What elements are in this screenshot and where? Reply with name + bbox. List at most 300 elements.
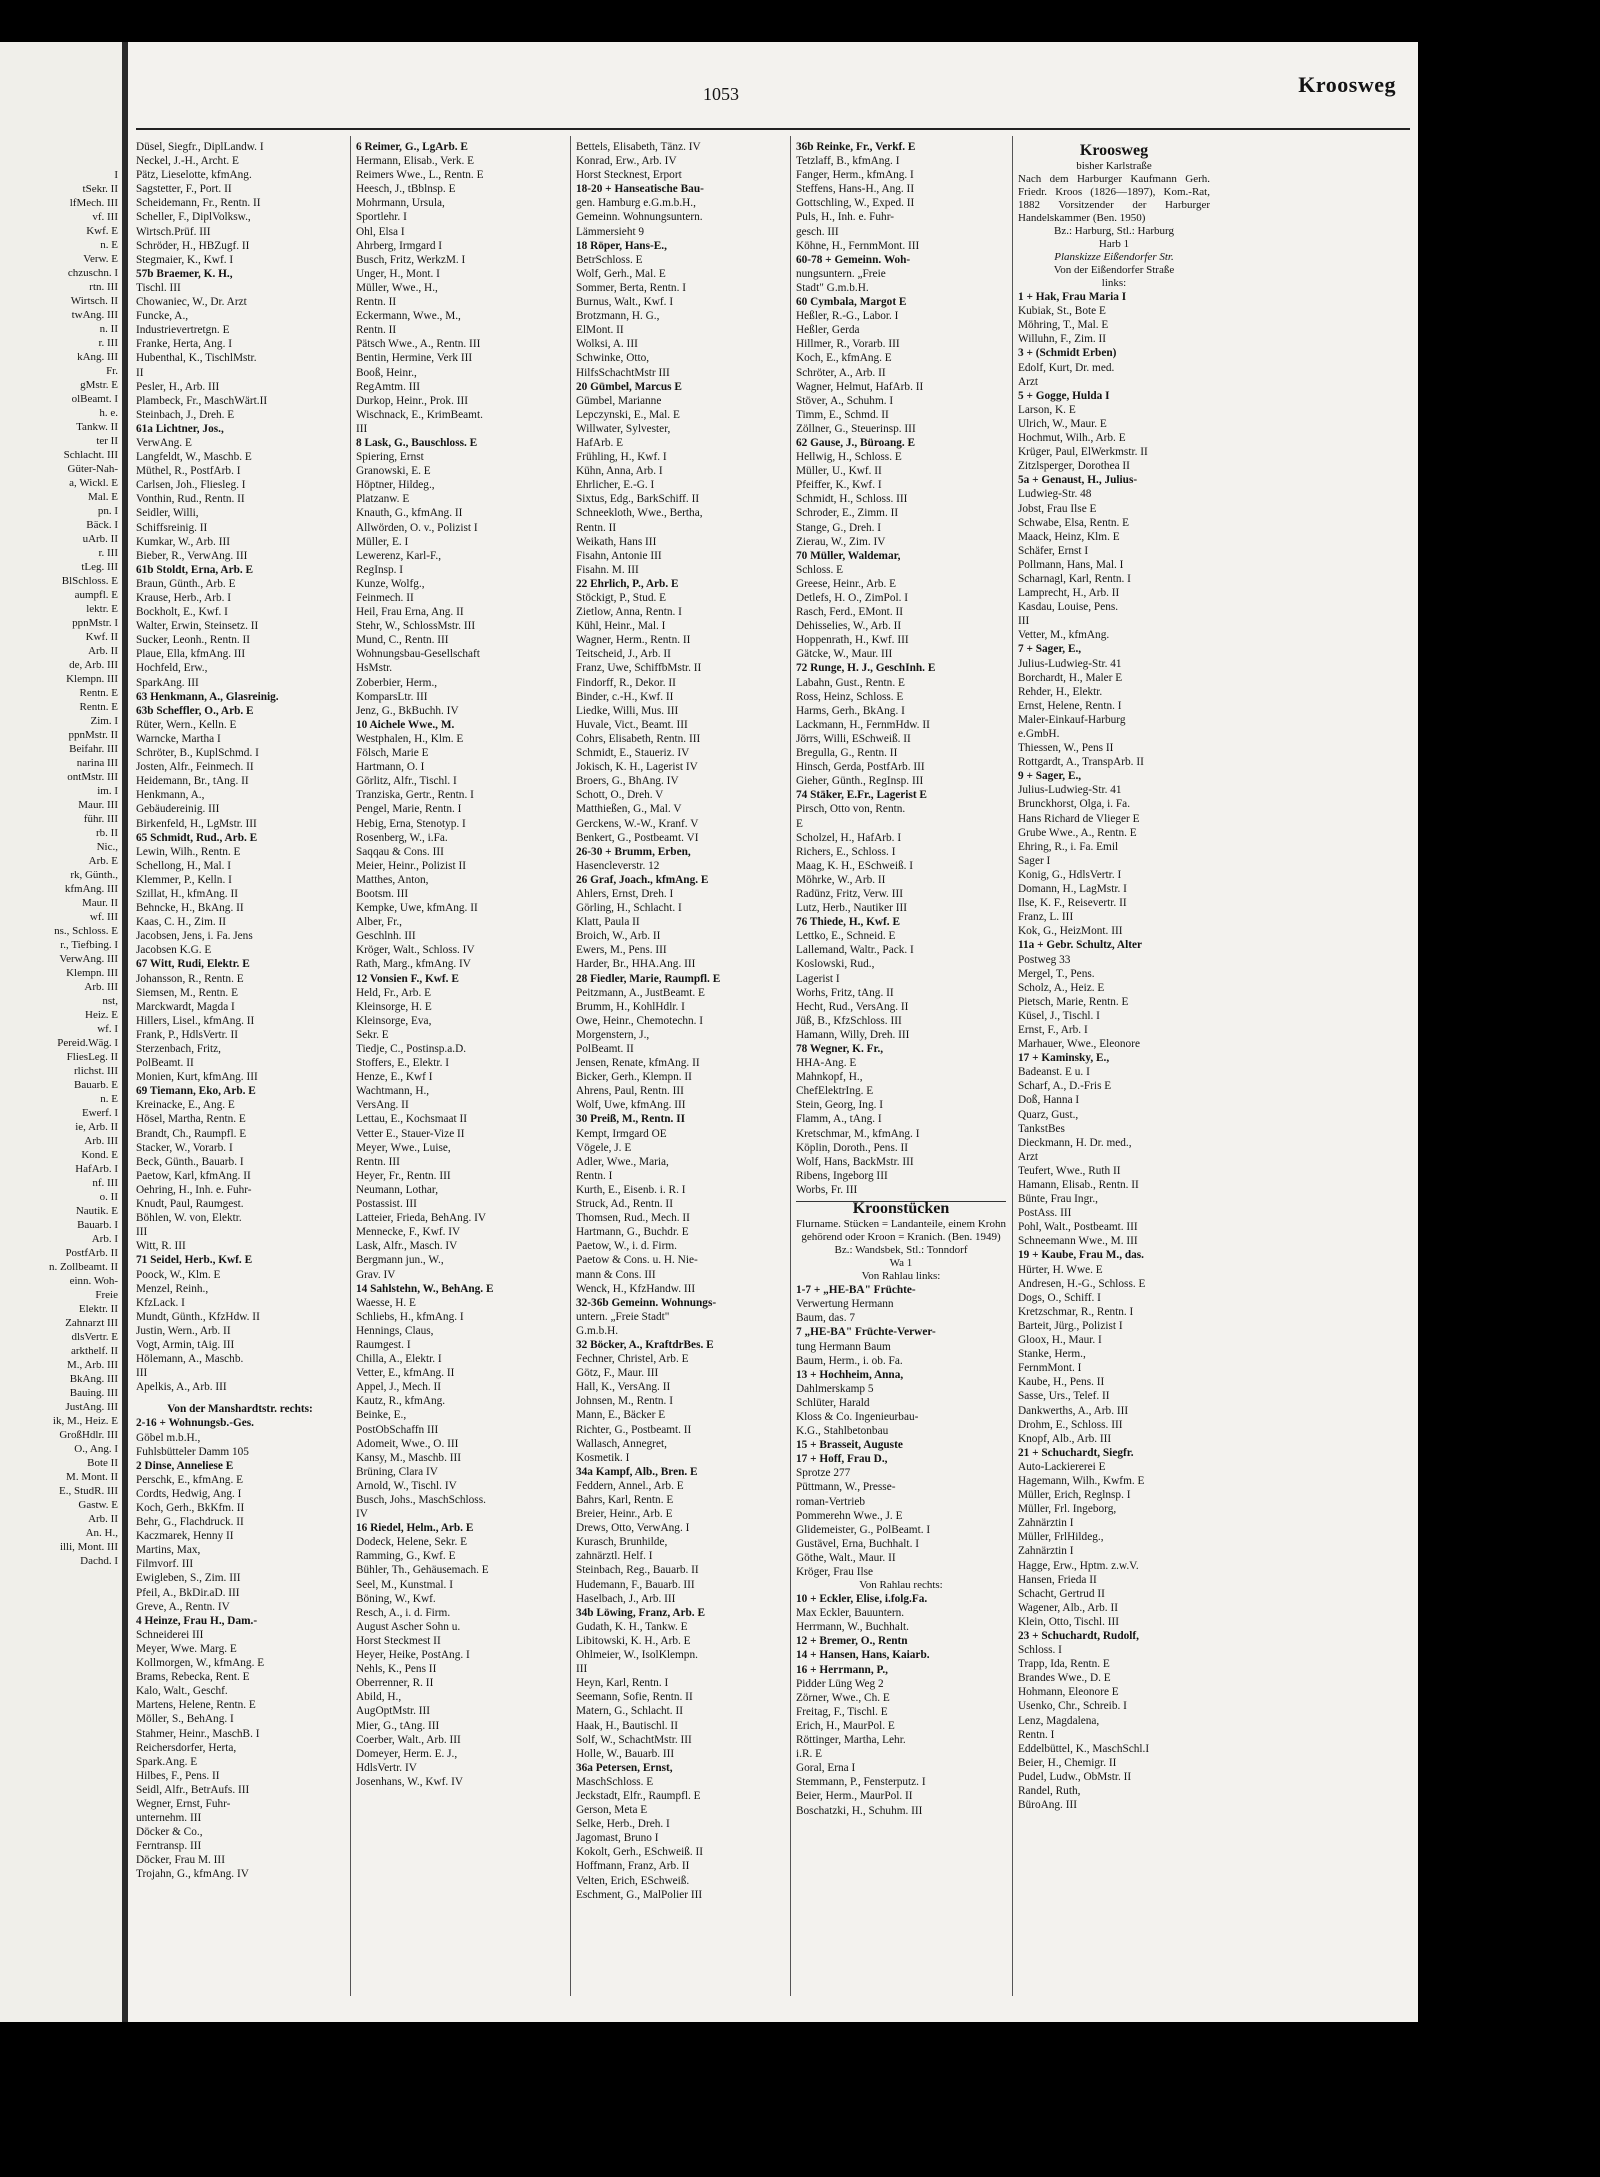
directory-entry: Sucker, Leonh., Rentn. II bbox=[136, 634, 251, 647]
directory-entry: Heßler, R.-G., Labor. I bbox=[796, 310, 899, 323]
directory-entry: Willwater, Sylvester, bbox=[576, 422, 671, 435]
directory-entry: Matern, G., Schlacht. II bbox=[576, 1705, 683, 1718]
directory-entry: 2 Dinse, Anneliese E bbox=[136, 1459, 234, 1472]
previous-page-line: BlSchloss. E bbox=[61, 575, 118, 587]
previous-page-line: Maur. II bbox=[81, 897, 118, 909]
directory-entry: Hagge, Erw., Hptm. z.w.V. bbox=[1018, 1559, 1139, 1572]
directory-entry: Heidemann, Br., tAng. II bbox=[136, 775, 249, 788]
directory-entry: Neumann, Lothar, bbox=[356, 1183, 439, 1196]
previous-page-line: Ewerf. I bbox=[81, 1107, 118, 1119]
directory-entry: Freitag, F., Tischl. E bbox=[796, 1705, 888, 1718]
directory-entry: Rentn. I bbox=[1018, 1728, 1055, 1741]
directory-entry: Burnus, Walt., Kwf. I bbox=[576, 296, 674, 309]
directory-entry: Saqqau & Cons. III bbox=[356, 845, 444, 858]
previous-page-line: Arb. III bbox=[84, 981, 118, 993]
directory-entry: Lettau, E., Kochsmaat II bbox=[356, 1113, 468, 1126]
directory-entry: Schloss. I bbox=[1018, 1644, 1062, 1657]
directory-entry: Julius-Ludwieg-Str. 41 bbox=[1018, 657, 1122, 670]
directory-entry: Kumkar, W., Arb. III bbox=[136, 535, 230, 548]
directory-entry: Stanke, Herm., bbox=[1018, 1348, 1086, 1361]
column-divider bbox=[350, 136, 351, 1996]
directory-entry: Gottschling, W., Exped. II bbox=[796, 197, 915, 210]
directory-entry: Scheller, F., DiplVolksw., bbox=[136, 211, 251, 224]
directory-entry: 16 Riedel, Helm., Arb. E bbox=[356, 1522, 474, 1535]
previous-page-line: Klempn. III bbox=[66, 967, 118, 979]
directory-entry: Scholzel, H., HafArb. I bbox=[796, 831, 902, 844]
directory-entry: HHA-Ang. E bbox=[796, 1057, 857, 1070]
directory-entry: Behr, G., Flachdruck. II bbox=[136, 1516, 244, 1529]
directory-entry: Reichersdorfer, Herta, bbox=[136, 1741, 237, 1754]
directory-entry: Fisahn. M. III bbox=[576, 563, 639, 576]
directory-entry: Baum, Herm., i. ob. Fa. bbox=[796, 1354, 903, 1367]
directory-entry: Funcke, A., bbox=[136, 310, 189, 323]
directory-entry: Brumm, H., KohlHdlr. I bbox=[576, 1000, 685, 1013]
directory-entry: unternehm. III bbox=[136, 1812, 202, 1825]
district-line: Bz.: Wandsbek, Stl.: Tonndorf bbox=[834, 1244, 968, 1257]
directory-entry: Kollmorgen, W., kfmAng. E bbox=[136, 1657, 265, 1670]
directory-entry: Hartmann, O. I bbox=[356, 761, 425, 774]
directory-entry: Jacobsen K.G. E bbox=[136, 944, 212, 957]
directory-entry: 5a + Genaust, H., Julius- bbox=[1018, 474, 1138, 487]
directory-entry: Hochmut, Wilh., Arb. E bbox=[1018, 432, 1126, 445]
directory-entry: Arzt bbox=[1018, 1150, 1039, 1163]
directory-entry: Wallasch, Annegret, bbox=[576, 1437, 668, 1450]
directory-entry: Hürter, H. Wwe. E bbox=[1018, 1263, 1103, 1276]
directory-entry: 76 Thiede, H., Kwf. E bbox=[796, 916, 900, 929]
directory-entry: Jagomast, Bruno I bbox=[576, 1832, 659, 1845]
directory-entry: Ribens, Ingeborg III bbox=[796, 1169, 888, 1182]
directory-entry: Tischl. III bbox=[136, 281, 181, 294]
directory-entry: Matthes, Anton, bbox=[356, 873, 429, 886]
directory-entry: Heyer, Fr., Rentn. III bbox=[356, 1169, 451, 1182]
directory-entry: Paetow, Karl, kfmAng. II bbox=[136, 1169, 251, 1182]
directory-entry: 61a Lichtner, Jos., bbox=[136, 422, 224, 435]
directory-entry: 57b Braemer, K. H., bbox=[136, 267, 233, 280]
directory-entry: Herrmann, W., Buchhalt. bbox=[796, 1621, 909, 1634]
directory-entry: Detlefs, H. O., ZimPol. I bbox=[796, 592, 909, 604]
directory-entry: TankstBes bbox=[1018, 1122, 1065, 1135]
directory-entry: Josenhans, W., Kwf. IV bbox=[356, 1775, 464, 1788]
directory-entry: 71 Seidel, Herb., Kwf. E bbox=[136, 1254, 253, 1267]
directory-entry: KfzLack. I bbox=[136, 1296, 185, 1309]
directory-entry: Kröger, Walt., Schloss. IV bbox=[356, 944, 475, 957]
directory-entry: Ferntransp. III bbox=[136, 1840, 202, 1853]
directory-entry: Velten, Erich, ESchweiß. bbox=[576, 1874, 690, 1887]
directory-entry: Erich, H., MaurPol. E bbox=[796, 1719, 895, 1732]
directory-entry: Arzt bbox=[1018, 375, 1039, 388]
directory-entry: E bbox=[796, 817, 803, 830]
directory-entry: Oehring, H., Inh. e. Fuhr- bbox=[136, 1183, 252, 1196]
directory-entry: Gümbel, Marianne bbox=[576, 394, 662, 407]
previous-page-line: dlsVertr. E bbox=[71, 1331, 118, 1343]
directory-entry: Konrad, Erw., Arb. IV bbox=[576, 155, 677, 168]
directory-entry: Schmidt, H., Schloss. III bbox=[796, 493, 908, 506]
directory-entry: Drohm, E., Schloss. III bbox=[1018, 1418, 1123, 1431]
directory-entry: Hagemann, Wilh., Kwfm. E bbox=[1018, 1474, 1145, 1487]
previous-page-line: Rentn. E bbox=[79, 687, 118, 699]
directory-entry: 14 + Hansen, Hans, Kaiarb. bbox=[796, 1649, 930, 1662]
directory-entry: Kröger, Frau Ilse bbox=[796, 1566, 874, 1578]
directory-entry: Haak, H., Bautischl. II bbox=[576, 1719, 678, 1732]
directory-entry: Bünte, Frau Ingr., bbox=[1018, 1193, 1099, 1206]
directory-entry: Klemmer, P., Kelln. I bbox=[136, 873, 232, 886]
directory-entry: II bbox=[136, 366, 144, 379]
directory-entry: gen. Hamburg e.G.m.b.H., bbox=[576, 197, 696, 210]
directory-entry: Kaube, H., Pens. II bbox=[1018, 1376, 1105, 1389]
directory-entry: III bbox=[136, 1226, 148, 1239]
directory-entry: III bbox=[356, 422, 368, 435]
directory-entry: mann & Cons. III bbox=[576, 1268, 656, 1281]
column-2 bbox=[356, 140, 564, 2000]
directory-entry: Pesler, H., Arb. III bbox=[136, 380, 220, 393]
directory-entry: Lewin, Wilh., Rentn. E bbox=[136, 845, 241, 858]
directory-entry: 1 + Hak, Frau Maria I bbox=[1018, 291, 1127, 304]
directory-entry: 16 + Herrmann, P., bbox=[796, 1663, 888, 1676]
directory-entry: Henkmann, A., bbox=[136, 789, 205, 802]
directory-entry: Hillmer, R., Vorarb. III bbox=[796, 338, 900, 351]
directory-entry: Gudath, K. H., Tankw. E bbox=[576, 1620, 688, 1633]
previous-page-line: Beifahr. III bbox=[69, 743, 118, 755]
directory-entry: Abild, H., bbox=[356, 1691, 402, 1704]
directory-entry: Fechner, Christel, Arb. E bbox=[576, 1353, 689, 1366]
directory-entry: Horst Stecknest, Erport bbox=[576, 169, 682, 182]
directory-entry: 70 Müller, Waldemar, bbox=[796, 549, 901, 562]
directory-entry: Hösel, Martha, Rentn. E bbox=[136, 1113, 246, 1126]
previous-page-line: Schlacht. III bbox=[63, 449, 118, 461]
directory-entry: Rüter, Wern., Kelln. E bbox=[136, 718, 237, 731]
directory-entry: Mundt, Günth., KfzHdw. II bbox=[136, 1310, 260, 1323]
directory-entry: Hansen, Frieda II bbox=[1018, 1573, 1097, 1586]
directory-entry: Kurth, E., Eisenb. i. R. I bbox=[576, 1183, 686, 1196]
directory-entry: Schloss. E bbox=[796, 563, 844, 576]
directory-entry: Grube Wwe., A., Rentn. E bbox=[1018, 826, 1137, 839]
directory-entry: Kempke, Uwe, kfmAng. II bbox=[356, 902, 478, 915]
directory-entry: Waesse, H. E bbox=[356, 1296, 416, 1309]
directory-entry: Morgenstern, J., bbox=[576, 1028, 650, 1041]
directory-entry: Selke, Herb., Dreh. I bbox=[576, 1818, 670, 1831]
directory-entry: Hoppenrath, H., Kwf. III bbox=[796, 634, 909, 647]
previous-page-line: wf. I bbox=[97, 1023, 118, 1035]
directory-entry: Spiering, Ernst bbox=[356, 451, 424, 464]
directory-entry: Pudel, Ludw., ObMstr. II bbox=[1018, 1770, 1132, 1783]
directory-entry: Allwörden, O. v., Polizist I bbox=[356, 521, 478, 534]
directory-entry: 13 + Hochheim, Anna, bbox=[796, 1368, 904, 1381]
directory-entry: Postweg 33 bbox=[1018, 953, 1071, 966]
directory-entry: Dehisselies, W., Arb. II bbox=[796, 620, 902, 633]
directory-entry: Sixtus, Edg., BarkSchiff. II bbox=[576, 493, 700, 506]
previous-page-line: PostfArb. II bbox=[65, 1247, 118, 1259]
directory-entry: Siemsen, M., Rentn. E bbox=[136, 986, 238, 999]
directory-entry: Sommer, Berta, Rentn. I bbox=[576, 281, 686, 294]
directory-entry: 6 Reimer, G., LgArb. E bbox=[356, 141, 468, 153]
directory-entry: Beck, Günth., Bauarb. I bbox=[136, 1155, 244, 1168]
previous-page-line: chzuschn. I bbox=[67, 267, 118, 279]
directory-entry: 67 Witt, Rudi, Elektr. E bbox=[136, 958, 250, 971]
directory-entry: Sterzenbach, Fritz, bbox=[136, 1043, 222, 1055]
directory-entry: Binder, c.-H., Kwf. II bbox=[576, 690, 674, 703]
directory-entry: Stegmaier, K., Kwf. I bbox=[136, 253, 234, 266]
previous-page-line: Rentn. E bbox=[79, 701, 118, 713]
directory-entry: Willuhn, F., Zim. II bbox=[1018, 333, 1107, 346]
previous-page-line: BkAng. III bbox=[69, 1373, 118, 1385]
directory-entry: Knauth, G., kfmAng. II bbox=[356, 507, 463, 520]
directory-entry: Jeckstadt, Elfr., Raumpfl. E bbox=[576, 1789, 701, 1802]
previous-page-line: lektr. E bbox=[86, 603, 118, 615]
directory-entry: Kaas, C. H., Zim. II bbox=[136, 916, 227, 929]
directory-entry: Struck, Ad., Rentn. II bbox=[576, 1198, 673, 1211]
directory-entry: Sasse, Urs., Telef. II bbox=[1018, 1390, 1110, 1403]
directory-entry: SparkAng. III bbox=[136, 676, 199, 689]
directory-entry: Ernst, F., Arb. I bbox=[1018, 1023, 1088, 1036]
directory-entry: 19 + Kaube, Frau M., das. bbox=[1018, 1249, 1145, 1262]
directory-entry: Gerckens, W.-W., Kranf. V bbox=[576, 817, 699, 830]
previous-page-line: Heiz. E bbox=[85, 1009, 118, 1021]
previous-page-line: An. H., bbox=[85, 1527, 118, 1539]
directory-entry: Rentn. II bbox=[356, 324, 397, 337]
directory-entry: Eckermann, Wwe., M., bbox=[356, 310, 461, 323]
directory-entry: Domeyer, Herm. E. J., bbox=[356, 1747, 458, 1760]
directory-entry: 26 Graf, Joach., kfmAng. E bbox=[576, 873, 709, 886]
directory-entry: Unger, H., Mont. I bbox=[356, 267, 440, 280]
directory-entry: Franke, Herta, Ang. I bbox=[136, 338, 232, 351]
plan-sketch-note: Planskizze Eißendorfer Str. bbox=[1054, 251, 1174, 264]
directory-entry: Rentn. I bbox=[576, 1169, 613, 1182]
directory-entry: Mergel, T., Pens. bbox=[1018, 967, 1095, 980]
directory-entry: Bettels, Elisabeth, Tänz. IV bbox=[576, 141, 701, 153]
directory-entry: Solf, W., SchachtMstr. III bbox=[576, 1733, 692, 1746]
directory-entry: Quarz, Gust., bbox=[1018, 1108, 1079, 1121]
directory-entry: Meyer, Wwe. Marg. E bbox=[136, 1642, 237, 1655]
directory-entry: Carlsen, Joh., Fliesleg. I bbox=[136, 479, 246, 492]
previous-page-line: rb. II bbox=[96, 827, 118, 839]
directory-entry: Breier, Heinr., Arb. E bbox=[576, 1508, 673, 1521]
directory-entry: Gemeinn. Wohnungsuntern. bbox=[576, 211, 703, 224]
street-note: Flurname. Stücken = Landanteile, einem Krohn gehörend oder Kroon = Kranich. (Ben. 1949) bbox=[796, 1218, 1006, 1244]
previous-page-line: illi, Mont. III bbox=[59, 1541, 118, 1553]
directory-entry: Bahrs, Karl, Rentn. E bbox=[576, 1494, 674, 1506]
directory-entry: Seel, M., Kunstmal. I bbox=[356, 1578, 453, 1591]
directory-entry: Steinbach, Reg., Bauarb. II bbox=[576, 1564, 699, 1577]
post-office: Wa 1 bbox=[889, 1257, 913, 1270]
directory-entry: Dankwerths, A., Arb. III bbox=[1018, 1404, 1129, 1417]
directory-entry: Müller, Wwe., H., bbox=[356, 281, 438, 294]
directory-entry: 69 Tiemann, Eko, Arb. E bbox=[136, 1085, 256, 1098]
previous-page-line: uArb. II bbox=[82, 533, 118, 545]
directory-entry: Libitowski, K. H., Arb. E bbox=[576, 1634, 691, 1647]
directory-entry: Möhring, T., Mal. E bbox=[1018, 319, 1109, 332]
previous-page-line: Zim. I bbox=[90, 715, 118, 727]
street-note: Nach dem Harburger Kaufmann Gerh. Friedr. Kroos (1826—1897), Kom.-Rat, 1882 Vorsitzender der Harburger Handelskammer (Ben. 1950) bbox=[1018, 173, 1210, 225]
directory-entry: Franz, Uwe, SchiffbMstr. II bbox=[576, 662, 702, 675]
directory-entry: Bicker, Gerh., Klempn. II bbox=[576, 1071, 692, 1084]
directory-entry: Schliebs, H., kfmAng. I bbox=[356, 1310, 464, 1323]
directory-entry: Randel, Ruth, bbox=[1018, 1785, 1081, 1798]
directory-entry: i.R. E bbox=[796, 1748, 823, 1761]
directory-entry: Kunze, Wolfg., bbox=[356, 577, 425, 590]
previous-page-line: Elektr. II bbox=[78, 1303, 118, 1315]
directory-entry: Thiessen, W., Pens II bbox=[1018, 742, 1114, 755]
directory-entry: RegAmtm. III bbox=[356, 380, 421, 393]
directory-entry: Lask, Alfr., Masch. IV bbox=[356, 1240, 458, 1253]
directory-entry: Hoffmann, Franz, Arb. II bbox=[576, 1860, 690, 1873]
directory-entry: III bbox=[576, 1663, 588, 1676]
directory-entry: Stahmer, Heinr., MaschB. I bbox=[136, 1727, 260, 1740]
previous-page-line: Bauing. III bbox=[69, 1387, 118, 1399]
directory-entry: Wolf, Gerh., Mal. E bbox=[576, 267, 666, 280]
directory-entry: Poock, W., Klm. E bbox=[136, 1268, 221, 1281]
directory-entry: G.m.b.H. bbox=[576, 1324, 619, 1337]
previous-page-line: de, Arb. III bbox=[69, 659, 118, 671]
directory-entry: Kautz, R., kfmAng. bbox=[356, 1395, 446, 1408]
scan-border bbox=[1418, 0, 1600, 2177]
directory-entry: Kretschmar, M., kfmAng. I bbox=[796, 1127, 920, 1140]
previous-page-line: Maur. III bbox=[78, 799, 118, 811]
directory-entry: Schwinke, Otto, bbox=[576, 352, 650, 365]
directory-entry: Kokolt, Gerh., ESchweiß. II bbox=[576, 1846, 704, 1859]
directory-entry: Chowaniec, W., Dr. Arzt bbox=[136, 296, 247, 309]
directory-entry: Seemann, Sofie, Rentn. II bbox=[576, 1691, 693, 1704]
directory-entry: Gätcke, W., Maur. III bbox=[796, 648, 893, 661]
directory-entry: Scharf, A., D.-Fris E bbox=[1018, 1080, 1112, 1093]
directory-entry: Martins, Max, bbox=[136, 1544, 201, 1557]
directory-entry: Schroder, E., Zimm. II bbox=[796, 507, 899, 520]
directory-entry: Peitzmann, A., JustBeamt. E bbox=[576, 986, 705, 999]
directory-entry: Findorff, R., Dekor. II bbox=[576, 676, 676, 689]
directory-entry: 12 + Bremer, O., Rentn bbox=[796, 1635, 908, 1648]
directory-entry: Vonthin, Rud., Rentn. II bbox=[136, 493, 245, 506]
previous-page-line: Bauarb. E bbox=[74, 1079, 118, 1091]
directory-entry: Beinke, E., bbox=[356, 1409, 407, 1422]
previous-page-line: Bauarb. I bbox=[77, 1219, 118, 1231]
directory-entry: Brams, Rebecka, Rent. E bbox=[136, 1671, 250, 1684]
directory-entry: Liedke, Willi, Mus. III bbox=[576, 704, 679, 717]
directory-entry: Schmidt, E., Staueriz. IV bbox=[576, 747, 690, 760]
previous-page-line: ie, Arb. II bbox=[75, 1121, 118, 1133]
directory-entry: Mennecke, F., Kwf. IV bbox=[356, 1226, 461, 1239]
directory-entry: Röttinger, Martha, Lehr. bbox=[796, 1734, 906, 1747]
directory-entry: Teitscheid, J., Arb. II bbox=[576, 648, 671, 661]
directory-entry: Pohl, Walt., Postbeamt. III bbox=[1018, 1221, 1138, 1234]
directory-entry: Maack, Heinz, Klm. E bbox=[1018, 530, 1120, 543]
directory-entry: Martens, Helene, Rentn. E bbox=[136, 1699, 256, 1712]
directory-entry: Wachtmann, H., bbox=[356, 1085, 430, 1098]
directory-entry: Maag, K. H., ESchweiß. I bbox=[796, 859, 914, 872]
directory-entry: Meyer, Wwe., Luise, bbox=[356, 1141, 451, 1154]
directory-entry: Postassist. III bbox=[356, 1198, 417, 1211]
directory-entry: Zahnärztin I bbox=[1018, 1545, 1074, 1558]
previous-page-line: r., Tiefbing. I bbox=[60, 939, 118, 951]
directory-entry: 20 Gümbel, Marcus E bbox=[576, 380, 682, 393]
directory-entry: Fisahn, Antonie III bbox=[576, 549, 662, 562]
directory-entry: Ewers, M., Pens. III bbox=[576, 944, 667, 957]
previous-page-line: Bote II bbox=[87, 1457, 118, 1469]
directory-entry: Böhlen, W. von, Elektr. bbox=[136, 1212, 242, 1225]
directory-entry: Jobst, Frau Ilse E bbox=[1018, 502, 1097, 515]
directory-entry: Held, Fr., Arb. E bbox=[356, 986, 431, 999]
directory-entry: Schwabe, Elsa, Rentn. E bbox=[1018, 516, 1130, 529]
directory-entry: PostAss. III bbox=[1018, 1207, 1072, 1220]
directory-entry: KomparsLtr. III bbox=[356, 690, 428, 703]
directory-entry: Pommerehn Wwe., J. E bbox=[796, 1509, 903, 1522]
directory-entry: Hartmann, G., Buchdr. E bbox=[576, 1226, 689, 1239]
directory-entry: Sagstetter, F., Port. II bbox=[136, 183, 232, 196]
directory-entry: Andresen, H.-G., Schloss. E bbox=[1018, 1277, 1146, 1290]
directory-entry: Sager I bbox=[1018, 854, 1051, 867]
directory-entry: Schneekloth, Wwe., Bertha, bbox=[576, 507, 703, 520]
directory-entry: Hans Richard de Vlieger E bbox=[1018, 812, 1140, 825]
directory-entry: Schott, O., Dreh. V bbox=[576, 789, 664, 802]
directory-entry: Labahn, Gust., Rentn. E bbox=[796, 676, 905, 689]
directory-entry: Rasch, Ferd., EMont. II bbox=[796, 606, 903, 619]
directory-entry: Stöver, A., Schuhm. I bbox=[796, 394, 894, 407]
directory-entry: PostObSchaffn III bbox=[356, 1423, 439, 1436]
directory-entry: 32 Böcker, A., KraftdrBes. E bbox=[576, 1338, 714, 1351]
previous-page-line: Arb. II bbox=[88, 645, 118, 657]
directory-entry: Ahrens, Paul, Rentn. III bbox=[576, 1085, 684, 1098]
previous-page-line: tLeg. III bbox=[81, 561, 118, 573]
directory-entry: Drews, Otto, VerwAng. I bbox=[576, 1522, 690, 1535]
directory-entry: Raumgest. I bbox=[356, 1338, 411, 1351]
directory-entry: Arnold, W., Tischl. IV bbox=[356, 1479, 457, 1492]
directory-entry: Göthe, Walt., Maur. II bbox=[796, 1551, 896, 1564]
previous-page-line: Kond. E bbox=[81, 1149, 118, 1161]
directory-entry: Brüning, Clara IV bbox=[356, 1465, 438, 1478]
directory-entry: Marckwardt, Magda I bbox=[136, 1000, 235, 1013]
directory-entry: Fuhlsbütteler Damm 105 bbox=[136, 1445, 249, 1458]
previous-page-line: kAng. III bbox=[77, 351, 118, 363]
directory-entry: Ross, Heinz, Schloss. E bbox=[796, 690, 904, 703]
column-divider bbox=[1012, 136, 1013, 1996]
directory-entry: Chilla, A., Elektr. I bbox=[356, 1353, 442, 1366]
directory-entry: Lallemand, Waltr., Pack. I bbox=[796, 944, 914, 957]
directory-entry: Grav. IV bbox=[356, 1268, 396, 1281]
directory-entry: Pidder Lüng Weg 2 bbox=[796, 1677, 884, 1690]
directory-entry: Heil, Frau Erna, Ang. II bbox=[356, 606, 464, 619]
directory-entry: Ernst, Helene, Rentn. I bbox=[1018, 699, 1122, 712]
directory-entry: Jörrs, Willi, ESchweiß. II bbox=[796, 732, 911, 745]
directory-entry: Schiffsreinig. II bbox=[136, 521, 208, 534]
previous-page-line: Pereid.Wäg. I bbox=[57, 1037, 118, 1049]
direction-heading: Von Rahlau rechts: bbox=[859, 1579, 943, 1592]
previous-page-line: twAng. III bbox=[71, 309, 118, 321]
previous-page-line: aumpfl. E bbox=[74, 589, 118, 601]
previous-page-line: ppnMstr. I bbox=[72, 617, 118, 629]
directory-entry: Scheidemann, Fr., Rentn. II bbox=[136, 197, 261, 210]
previous-page-line: tSekr. II bbox=[82, 183, 118, 195]
previous-page-line: pn. I bbox=[97, 505, 118, 517]
directory-entry: Kasdau, Louise, Pens. bbox=[1018, 601, 1119, 614]
directory-entry: Lewerenz, Karl-F., bbox=[356, 549, 442, 562]
directory-entry bbox=[136, 1394, 344, 1402]
previous-page-text bbox=[0, 168, 118, 1568]
directory-entry: Schneiderei III bbox=[136, 1628, 204, 1641]
district-line: Bz.: Harburg, Stl.: Harburg bbox=[1054, 225, 1174, 238]
directory-entry: Göbel m.b.H., bbox=[136, 1431, 201, 1444]
directory-entry: Lettko, E., Schneid. E bbox=[796, 930, 896, 943]
directory-entry: Richers, E., Schloss. I bbox=[796, 845, 896, 858]
previous-page-line: r. III bbox=[98, 547, 118, 559]
page-number: 1053 bbox=[703, 84, 739, 104]
directory-entry: Kleinsorge, H. E bbox=[356, 1000, 432, 1013]
directory-entry: Beier, H., Chemigr. II bbox=[1018, 1756, 1117, 1769]
directory-entry: Klatt, Paula II bbox=[576, 916, 640, 929]
directory-entry: Jacobsen, Jens, i. Fa. Jens bbox=[136, 930, 253, 943]
previous-page-line: nf. III bbox=[92, 1177, 118, 1189]
directory-entry: Julius-Ludwieg-Str. 41 bbox=[1018, 784, 1122, 797]
directory-entry: Lamprecht, H., Arb. II bbox=[1018, 587, 1120, 600]
directory-entry: Mahnkopf, H., bbox=[796, 1071, 863, 1084]
directory-entry: Kühl, Heinr., Mal. I bbox=[576, 620, 666, 633]
